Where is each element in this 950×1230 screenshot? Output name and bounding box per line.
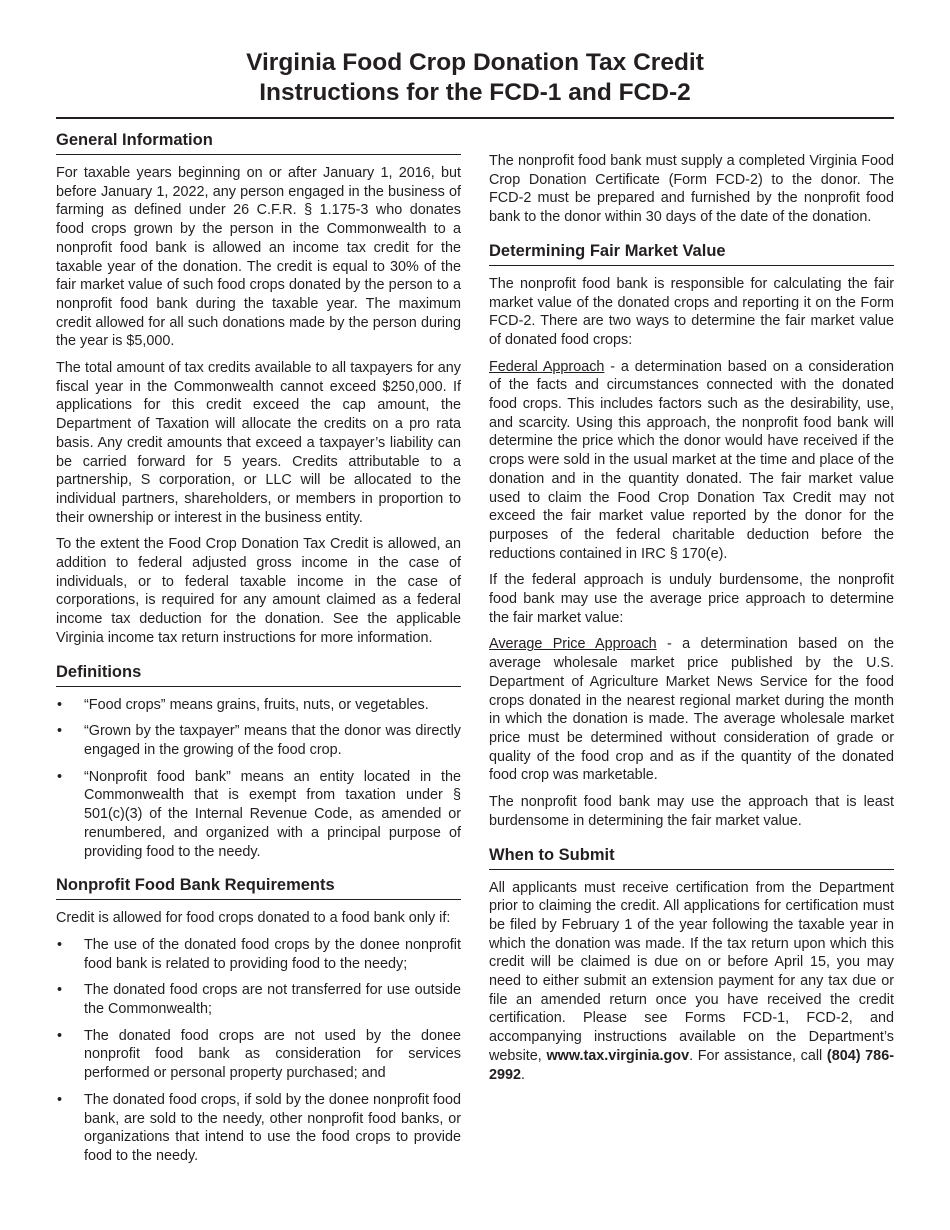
average-price-paragraph [489,635,894,785]
right-column [489,152,894,1098]
requirements-heading: Nonprofit Food Bank Requirements [56,875,461,900]
requirements-intro: Credit is allowed for food crops donated to a food bank only if: [56,910,451,927]
title-line-2: Instructions for the FCD-1 and FCD-2 [259,79,691,106]
title-divider [56,117,894,119]
general-paragraph-1: For taxable years beginning on or after January 1, 2016, but before January 1, 2022, any person engaged in the business of farming as defined under 26 C.F.R. § 1.175-3 who donates food crops grown by the person in the Commonwealth to a nonprofit food bank is allowed an income tax credit for the taxable year of the donation. The credit is equal to 30% of the fair market value of such food crops donated by the person to a nonprofit food bank during the taxable year. The maximum credit allowed for all such donations made by the person during the year is $5,000. [56,165,461,350]
definitions-section [56,662,461,862]
list-item [56,1027,461,1083]
bullet-icon: • [57,936,63,953]
phone-number: (804) 786-2992 [489,1047,894,1083]
bullet-icon: • [57,1027,63,1044]
fair-market-value-heading: Determining Fair Market Value [489,241,894,266]
left-column [56,130,461,1180]
requirement-text: The donated food crops are not transferred for use outside the Commonwealth; [84,982,461,1018]
general-paragraph-3: To the extent the Food Crop Donation Tax Credit is allowed, an addition to federal adjusted gross income in the case of individuals, or to federal taxable income in the case of corporations, is required for any amount claimed as a federal income tax deduction for the donation. See the applicable Virginia income tax return instructions for more information. [56,536,461,646]
fmv-paragraph-5: The nonprofit food bank may use the approach that is least burdensome in determining the fair market value. [489,794,894,829]
average-price-label: Average Price Approach [489,636,657,653]
title-line-1: Virginia Food Crop Donation Tax Credit [246,49,704,76]
bullet-icon: • [57,1091,63,1108]
definition-text: “Nonprofit food bank” means an entity located in the Commonwealth that is exempt from taxation under § 501(c)(3) of the Internal Revenue Code, as amended or renumbered, and organized with a principal purpose of providing food to the needy. [84,768,461,860]
when-to-submit-section [489,845,894,1085]
fmv-paragraph-1: The nonprofit food bank is responsible for calculating the fair market value of the donated crops and reporting it on the Form FCD-2. There are two ways to determine the fair market value of donated food crops: [489,275,894,348]
requirement-text: The donated food crops are not used by the donee nonprofit food bank as consideration for services performed or personal property purchased; and [84,1027,461,1082]
fmv-paragraph-3: If the federal approach is unduly burdensome, the nonprofit food bank may use the average price approach to determine the fair market value: [489,572,894,626]
submit-text: All applicants must receive certification from the Department prior to claiming the credit. All applications for certification must be filed by February 1 of the year following the taxable year in which the donation was made. If the tax return upon which this credit will be claimed is due on or before April 15, you may need to either submit an extension payment for any tax due or file an amended return once you have received the credit certification. Please see Forms FCD-1, FCD-2, and accompanying instructions available on the Department’s website, [489,879,894,1064]
fair-market-value-section [489,241,894,831]
general-information-heading: General Information [56,130,461,155]
list-item [56,722,461,759]
when-to-submit-heading: When to Submit [489,845,894,870]
list-item [56,768,461,862]
list-item [56,936,461,973]
bullet-icon: • [57,723,63,740]
list-item [56,1091,461,1166]
list-item [56,981,461,1018]
requirement-text: The donated food crops, if sold by the donee nonprofit food bank, are sold to the needy, other nonprofit food banks, or organizations that intend to use the food crops to provide food to the needy. [84,1091,461,1164]
requirements-continued [489,152,894,227]
federal-approach-paragraph [489,358,894,564]
requirement-text: The use of the donated food crops by the donee nonprofit food bank is related to providing food to the needy; [84,936,461,972]
bullet-icon: • [57,982,63,999]
federal-approach-label: Federal Approach [489,358,605,375]
definition-text: “Food crops” means grains, fruits, nuts, or vegetables. [84,696,429,713]
page-title [56,48,894,108]
requirements-section [56,875,461,1165]
website-link[interactable]: www.tax.virginia.gov [546,1047,690,1064]
requirements-list [56,936,461,1166]
average-price-text: - a determination based on the average wholesale market price published by the U.S. Department of Agriculture Market News Service for the food crops donated in the nearest regional market during the month in which the donation is made. The average wholesale market price must be determined without consideration of grade or quality of the food crop and as if the quantity of the donated food crop was marketable. [489,636,895,784]
submit-end-text: . [521,1066,526,1083]
definition-text: “Grown by the taxpayer” means that the donor was directly engaged in the growing of the food crop. [84,723,461,758]
list-item [56,696,461,715]
general-paragraph-2: The total amount of tax credits available to all taxpayers for any fiscal year in the Commonwealth cannot exceed $250,000. If applications for this credit exceed the cap amount, the Department of Taxation will allocate the credits on a pro rata basis. Any credit amounts that exceed a taxpayer’s liability can be carried forward for 5 years. Credits attributable to a partnership, S corporation, or LLC will be allocated to the individual partners, shareholders, or members in proportion to their ownership or interest in the business entity. [56,360,461,526]
bullet-icon: • [57,696,63,713]
submit-paragraph [489,879,894,1085]
federal-approach-text: - a determination based on a consideration of the facts and circumstances connected with the donated food crops. This includes factors such as the desirability, use, and scarcity. Using this approach, the nonprofit food bank will determine the price which the donor would have received if the crops were sold in the usual market at the time and place of the donation and in the quantity donated. The fair market value used to claim the Food Crop Donation Tax Credit may not exceed the fair market value reported by the donor for the purposes of the federal charitable deduction before the reductions contained in IRC § 170(e). [489,358,895,562]
bullet-icon: • [57,768,63,785]
definitions-list [56,696,461,862]
definitions-heading: Definitions [56,662,461,687]
general-information-section [56,130,461,648]
submit-mid-text: . For assistance, call [689,1047,827,1064]
requirements-continued-paragraph: The nonprofit food bank must supply a completed Virginia Food Crop Donation Certificate (Form FCD-2) to the donor. The FCD-2 must be prepared and furnished by the nonprofit food bank to the donor within 30 days of the date of the donation. [489,153,894,226]
